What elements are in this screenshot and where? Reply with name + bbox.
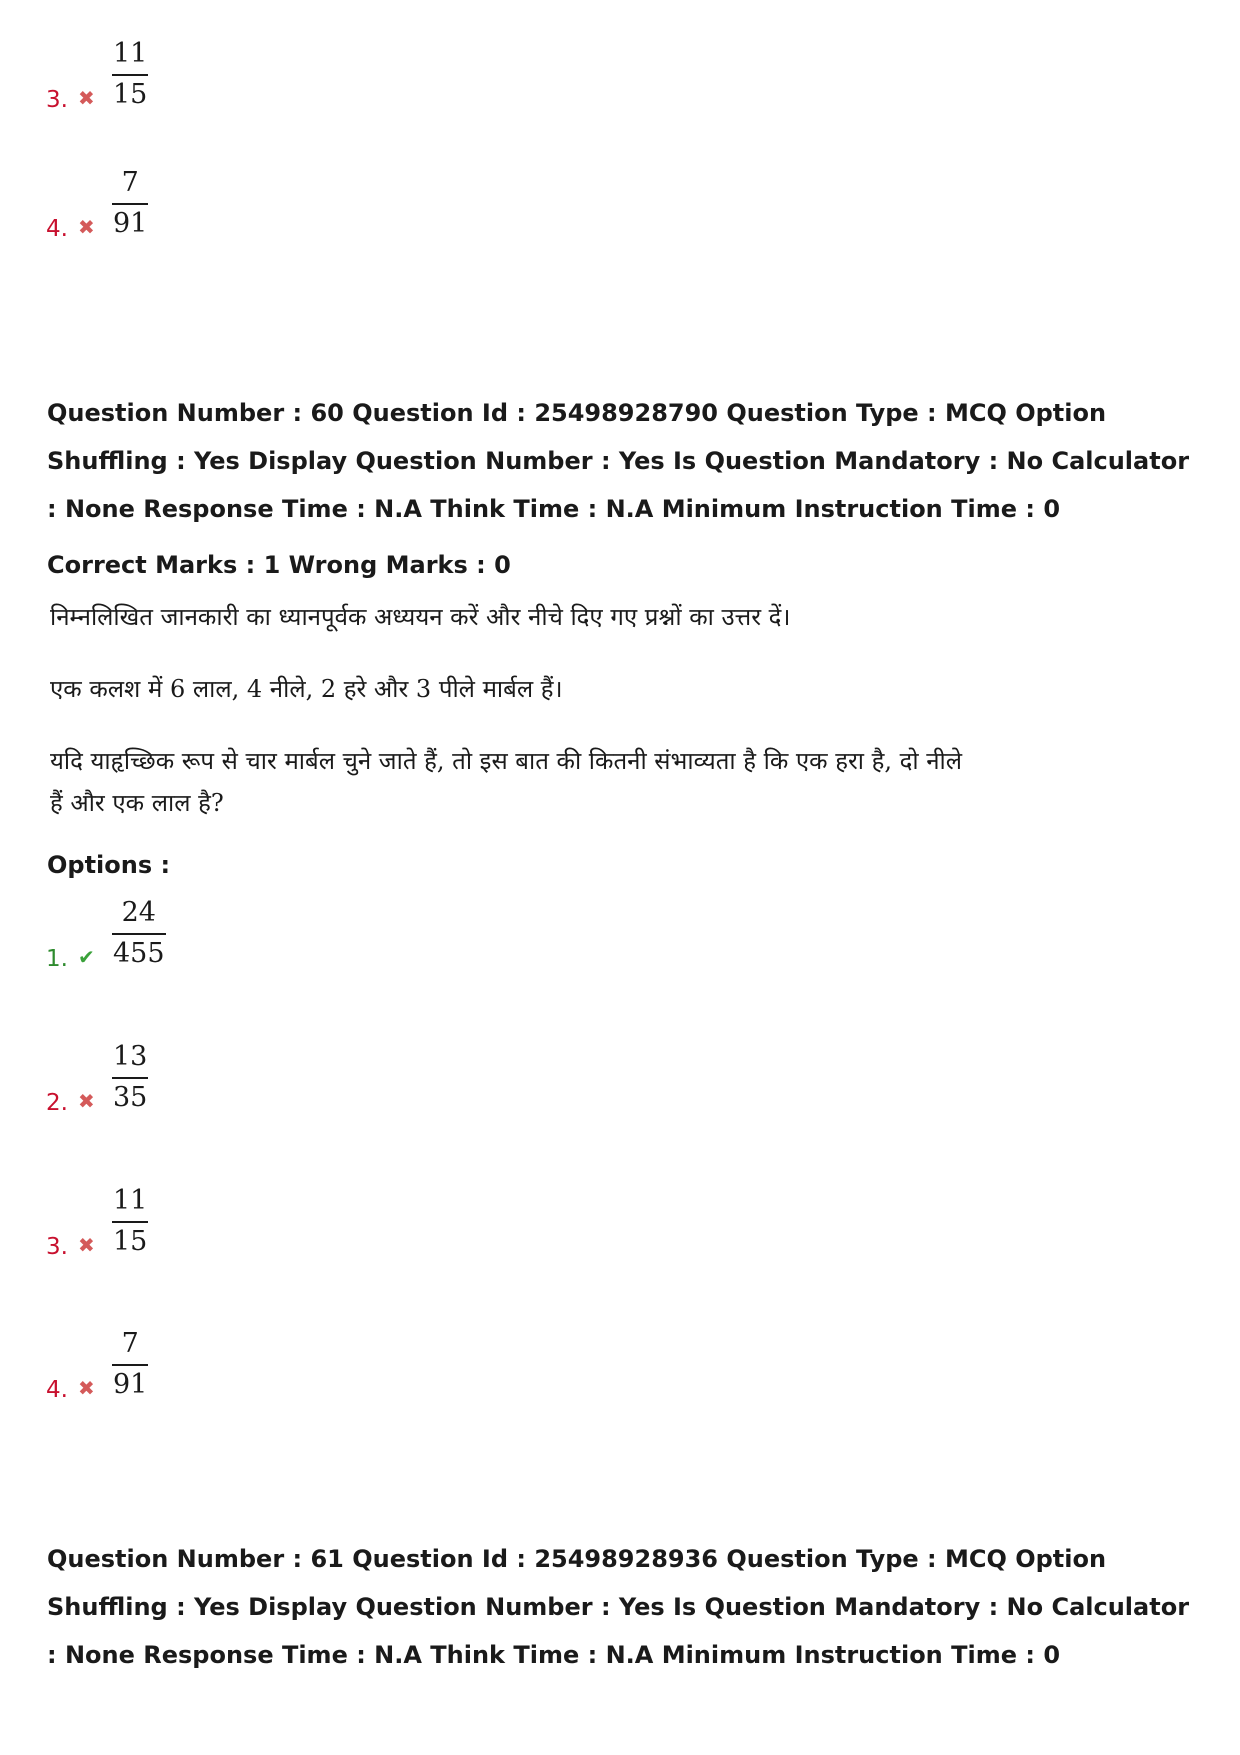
option-number: 2. xyxy=(46,1090,68,1116)
option-number: 3. xyxy=(46,1234,68,1260)
fraction-bar xyxy=(112,933,166,935)
question-60-instruction: निम्नलिखित जानकारी का ध्यानपूर्वक अध्ययन करें और नीचे दिए गए प्रश्नों का उत्तर दें। xyxy=(50,603,791,631)
fraction xyxy=(112,37,148,112)
cross-icon: ✖ xyxy=(78,1089,95,1113)
denominator: 91 xyxy=(113,208,148,239)
fraction-bar xyxy=(112,203,148,205)
numerator: 11 xyxy=(113,1185,148,1216)
numerator: 24 xyxy=(121,897,156,928)
fraction xyxy=(112,166,148,241)
denominator: 91 xyxy=(113,1369,148,1400)
denominator: 455 xyxy=(113,938,165,969)
cross-icon: ✖ xyxy=(78,1233,95,1257)
option-number: 3. xyxy=(46,87,68,113)
fraction-bar xyxy=(112,1077,148,1079)
numerator: 7 xyxy=(121,167,139,198)
option-2 xyxy=(46,1037,346,1117)
fraction xyxy=(112,1040,148,1115)
numerator: 7 xyxy=(121,1328,139,1359)
fraction xyxy=(112,1327,148,1402)
fraction xyxy=(112,1184,148,1259)
question-61-meta: Question Number : 61 Question Id : 25498928936 Question Type : MCQ Option Shuffling : Yes Display Question Number : Yes Is Question Mandatory : No Calculator : None Response Time : N.A Think Time : N.A Minimum Instruction Time : 0 xyxy=(47,1545,1190,1669)
question-60-info: एक कलश में 6 लाल, 4 नीले, 2 हरे और 3 पीले मार्बल हैं। xyxy=(50,675,563,703)
denominator: 15 xyxy=(113,1226,148,1257)
cross-icon: ✖ xyxy=(78,215,95,239)
fraction-bar xyxy=(112,1221,148,1223)
option-1 xyxy=(46,893,346,973)
denominator: 35 xyxy=(113,1082,148,1113)
option-number: 4. xyxy=(46,1377,68,1403)
option-4 xyxy=(46,1324,346,1404)
option-3 xyxy=(46,1181,346,1261)
question-60-marks: Correct Marks : 1 Wrong Marks : 0 xyxy=(47,551,511,579)
cross-icon: ✖ xyxy=(78,86,95,110)
option-3-prev xyxy=(46,34,346,114)
options-label: Options : xyxy=(47,851,171,879)
numerator: 13 xyxy=(113,1041,148,1072)
question-60-text: यदि याहृच्छिक रूप से चार मार्बल चुने जाते हैं, तो इस बात की कितनी संभाव्यता है कि एक हरा है, दो नीले हैं और एक लाल है? xyxy=(50,747,963,817)
denominator: 15 xyxy=(113,79,148,110)
option-number: 1. xyxy=(46,946,68,972)
fraction-bar xyxy=(112,74,148,76)
cross-icon: ✖ xyxy=(78,1376,95,1400)
option-4-prev xyxy=(46,163,346,243)
numerator: 11 xyxy=(113,38,148,69)
fraction-bar xyxy=(112,1364,148,1366)
check-icon: ✔ xyxy=(78,945,95,969)
fraction xyxy=(112,896,166,971)
option-number: 4. xyxy=(46,216,68,242)
question-60-meta: Question Number : 60 Question Id : 25498928790 Question Type : MCQ Option Shuffling : Yes Display Question Number : Yes Is Question Mandatory : No Calculator : None Response Time : N.A Think Time : N.A Minimum Instruction Time : 0 xyxy=(47,399,1190,523)
